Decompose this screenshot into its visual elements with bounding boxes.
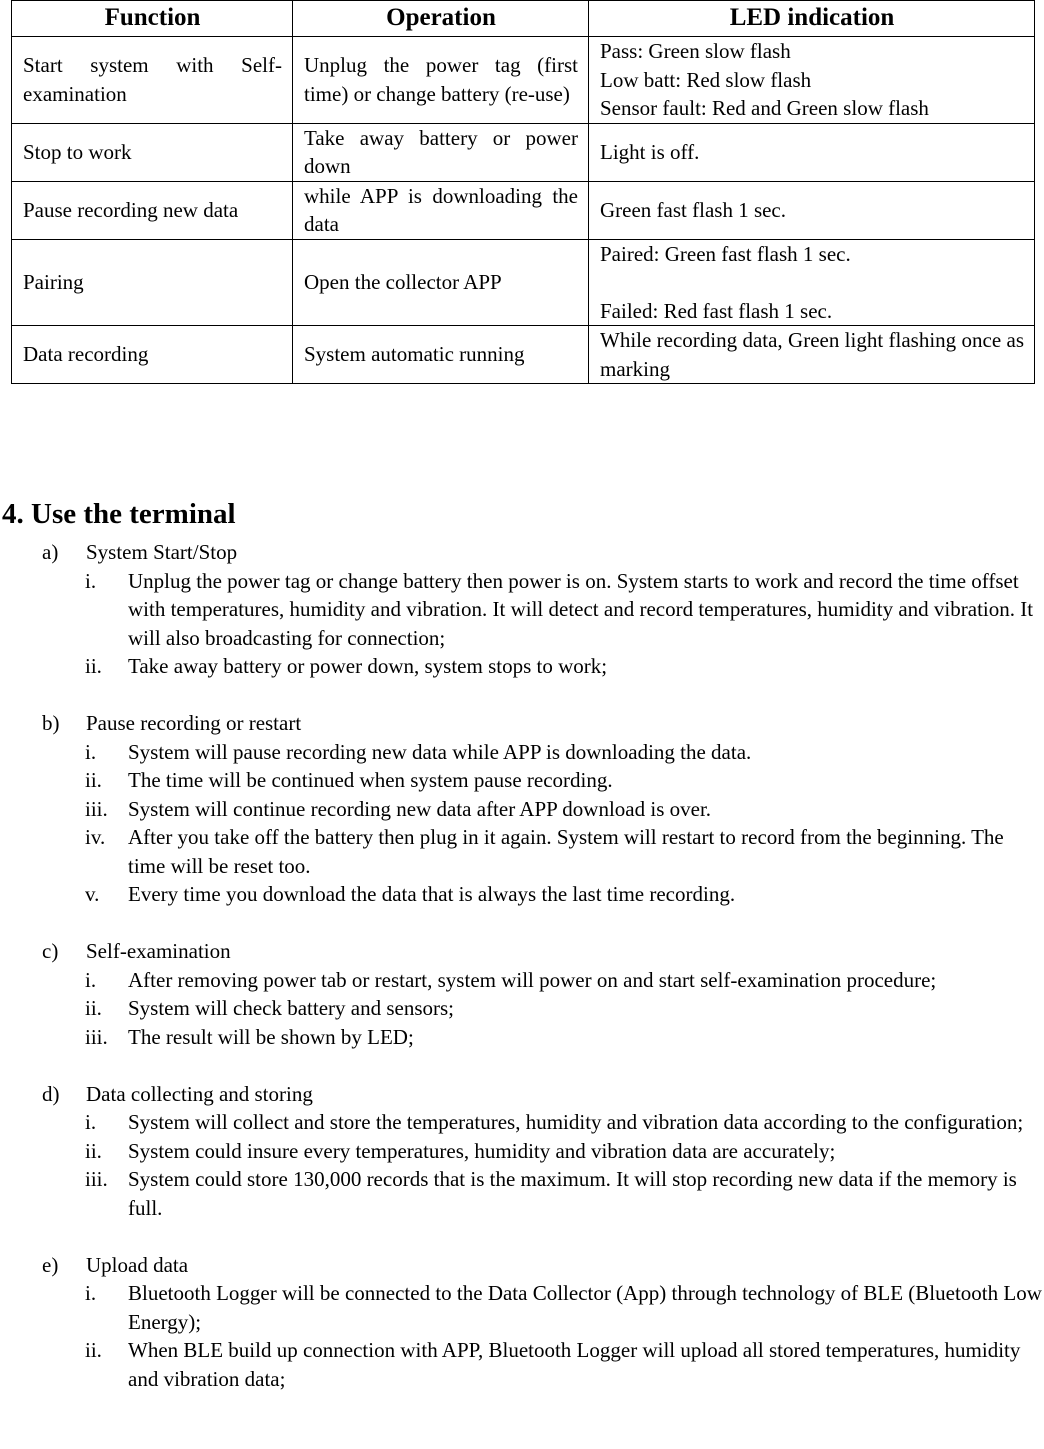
led-cell — [589, 123, 1035, 181]
led-line: Failed: Red fast flash 1 sec. — [600, 298, 833, 323]
item-text: Every time you download the data that is always the last time recording. — [128, 882, 736, 906]
item-text: The result will be shown by LED; — [128, 1024, 414, 1049]
section-title-text: Self-examination — [86, 939, 231, 963]
list-section — [0, 1080, 1044, 1223]
section-letter: b) — [42, 711, 60, 735]
item-numeral: i. — [85, 967, 97, 992]
led-line: Light is off. — [600, 139, 700, 164]
list-section — [0, 709, 1044, 909]
function-cell: Data recording — [12, 326, 293, 384]
function-cell: Stop to work — [12, 123, 293, 181]
led-line: Green fast flash 1 sec. — [600, 197, 787, 222]
item-text: System could insure every temperatures, humidity and vibration data are accurately; — [128, 1138, 836, 1163]
item-numeral: ii. — [85, 654, 102, 678]
item-numeral: iii. — [85, 796, 108, 821]
item-numeral: ii. — [85, 1338, 102, 1362]
function-cell: Pairing — [12, 239, 293, 326]
header-led-indication: LED indication — [589, 1, 1035, 37]
operation-cell: Open the collector APP — [293, 239, 589, 326]
operation-cell: System automatic running — [293, 326, 589, 384]
list-section — [0, 538, 1044, 681]
list-item — [0, 880, 1044, 909]
item-text: System will pause recording new data while APP is downloading the data. — [128, 739, 752, 764]
item-numeral: iii. — [85, 1167, 108, 1191]
list-item — [0, 652, 1044, 681]
item-text: After removing power tab or restart, system will power on and start self-examination procedure; — [128, 967, 937, 992]
table-row — [12, 181, 1035, 239]
item-numeral: ii. — [85, 768, 102, 792]
item-numeral: iii. — [85, 1024, 108, 1049]
section-letter: c) — [42, 939, 59, 963]
item-numeral: i. — [85, 739, 97, 764]
header-function: Function — [12, 1, 293, 37]
table-row — [12, 326, 1035, 384]
section-letter: e) — [42, 1252, 59, 1277]
item-text: System will continue recording new data after APP download is over. — [128, 796, 712, 821]
item-text: System will check battery and sensors; — [128, 996, 455, 1020]
list-section — [0, 1251, 1044, 1394]
led-indication-table — [11, 0, 1035, 384]
item-text: Unplug the power tag or change battery then power is on. System starts to work and record the time offset with temperatures, humidity and vibration. It will detect and record temperatures, humidity and vibration. It will also broadcasting for connection; — [128, 568, 1034, 650]
led-line: Paired: Green fast flash 1 sec. — [600, 241, 851, 266]
section-title-text: System Start/Stop — [86, 540, 238, 564]
item-text: System will collect and store the temperatures, humidity and vibration data according to the configuration; — [128, 1110, 1024, 1134]
section-title — [0, 1080, 1044, 1109]
item-text: After you take off the battery then plug in it again. System will restart to record from the beginning. The time will be reset too. — [128, 825, 1004, 878]
item-numeral: iv. — [85, 825, 106, 849]
list-item — [0, 1279, 1044, 1336]
led-cell — [589, 239, 1035, 326]
item-text: When BLE build up connection with APP, Bluetooth Logger will upload all stored temperatures, humidity and vibration data; — [128, 1338, 1021, 1391]
led-cell — [589, 181, 1035, 239]
list-item — [0, 1165, 1044, 1222]
item-numeral: ii. — [85, 996, 102, 1020]
list-item — [0, 738, 1044, 767]
section-title-text: Data collecting and storing — [86, 1081, 313, 1106]
led-line: Pass: Green slow flash — [600, 39, 791, 63]
led-cell — [589, 326, 1035, 384]
list-section — [0, 937, 1044, 1051]
list-item — [0, 966, 1044, 995]
operation-cell: Take away battery or power down — [293, 123, 589, 181]
item-numeral: i. — [85, 568, 97, 593]
list-item — [0, 567, 1044, 653]
section-title — [0, 709, 1044, 738]
instructions-list — [0, 538, 1044, 1422]
item-numeral: v. — [85, 882, 100, 906]
function-cell: Start system with Self-examination — [12, 37, 293, 124]
led-line: Sensor fault: Red and Green slow flash — [600, 96, 929, 120]
function-cell: Pause recording new data — [12, 181, 293, 239]
table-row — [12, 37, 1035, 124]
operation-cell: while APP is downloading the data — [293, 181, 589, 239]
section-heading: 4. Use the terminal — [2, 498, 236, 530]
item-text: System could store 130,000 records that is the maximum. It will stop recording new data if the memory is full. — [128, 1167, 1017, 1220]
led-line: While recording data, Green light flashing once as marking — [600, 328, 1024, 381]
list-item — [0, 766, 1044, 795]
section-title — [0, 1251, 1044, 1280]
list-item — [0, 1336, 1044, 1393]
operation-cell: Unplug the power tag (first time) or change battery (re-use) — [293, 37, 589, 124]
led-line — [600, 268, 1024, 297]
item-text: Bluetooth Logger will be connected to the Data Collector (App) through technology of BLE (Bluetooth Low Energy); — [128, 1281, 1042, 1334]
section-title — [0, 538, 1044, 567]
list-item — [0, 1108, 1044, 1137]
section-title-text: Pause recording or restart — [86, 711, 302, 735]
section-title-text: Upload data — [86, 1252, 189, 1277]
table-row — [12, 123, 1035, 181]
led-line: Low batt: Red slow flash — [600, 67, 812, 92]
item-numeral: ii. — [85, 1138, 102, 1163]
section-letter: a) — [42, 540, 59, 564]
item-numeral: i. — [85, 1110, 97, 1134]
list-item — [0, 994, 1044, 1023]
table-row — [12, 239, 1035, 326]
item-text: Take away battery or power down, system stops to work; — [128, 654, 608, 678]
list-item — [0, 1137, 1044, 1166]
section-letter: d) — [42, 1081, 60, 1106]
led-cell — [589, 37, 1035, 124]
table-header-row — [12, 1, 1035, 37]
list-item — [0, 823, 1044, 880]
section-title — [0, 937, 1044, 966]
item-numeral: i. — [85, 1281, 97, 1305]
list-item — [0, 795, 1044, 824]
item-text: The time will be continued when system pause recording. — [128, 768, 613, 792]
list-item — [0, 1023, 1044, 1052]
header-operation: Operation — [293, 1, 589, 37]
